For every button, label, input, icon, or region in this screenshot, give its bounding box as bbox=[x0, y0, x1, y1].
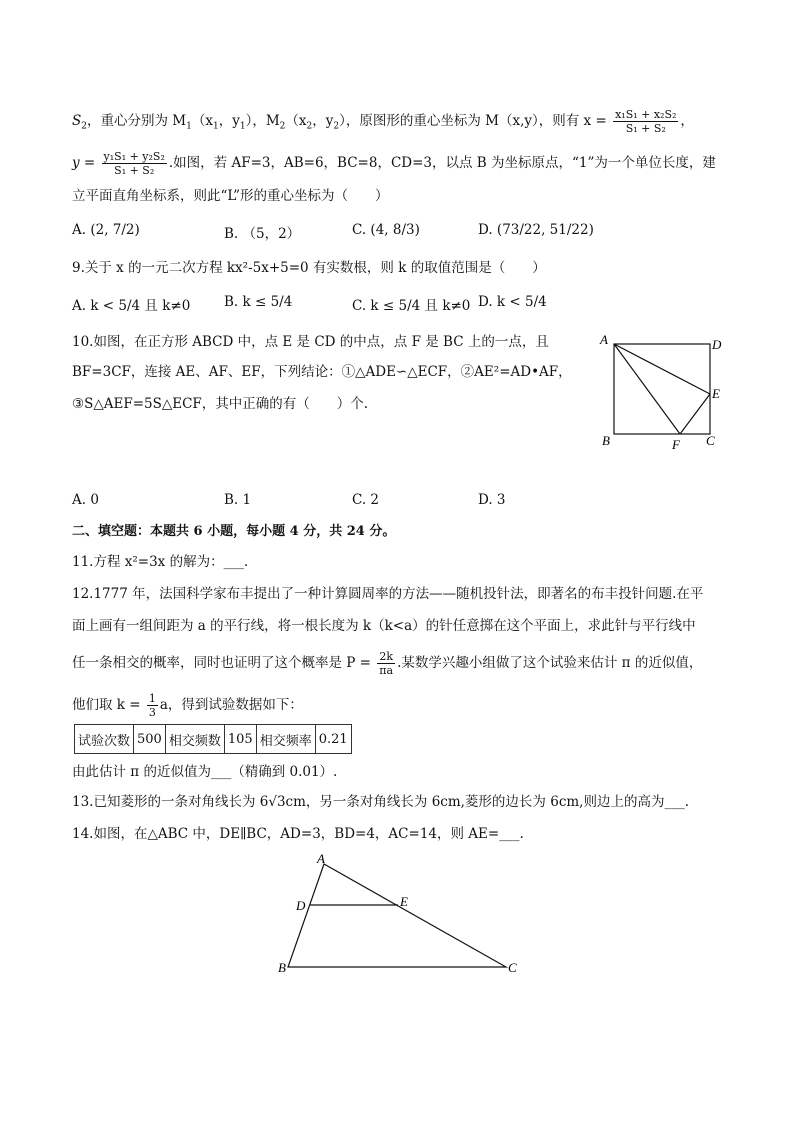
q8-line-3: 立平面直角坐标系，则此“L”形的重心坐标为（ ） bbox=[72, 188, 389, 204]
label-e: E bbox=[712, 386, 720, 401]
q10-line-1: 10.如图，在正方形 ABCD 中，点 E 是 CD 的中点，点 F 是 BC 上的一点，且 bbox=[72, 334, 549, 350]
q9-option-d: D. k < 5/4 bbox=[478, 294, 547, 310]
q8-text: ， bbox=[680, 113, 694, 129]
fraction-numerator: 2k bbox=[377, 650, 395, 664]
q8-text: ，y bbox=[312, 113, 334, 129]
fraction-numerator: y₁S₁ + y₂S₂ bbox=[103, 150, 165, 163]
q10-square-figure bbox=[596, 332, 726, 456]
label-c: C bbox=[508, 960, 517, 975]
fraction-numerator: x₁S₁ + x₂S₂ bbox=[615, 108, 677, 121]
square-abcd bbox=[614, 344, 710, 434]
q12-text: a，得到试验数据如下： bbox=[159, 697, 303, 713]
q9-option-b: B. k ≤ 5/4 bbox=[224, 294, 293, 310]
q10-option-a: A. 0 bbox=[72, 492, 99, 508]
label-f: F bbox=[672, 437, 680, 452]
label-d: D bbox=[296, 898, 306, 913]
fraction-denominator: S₁ + S₂ bbox=[114, 164, 155, 177]
q10-option-d: D. 3 bbox=[478, 492, 506, 508]
q8-text: .如图，若 AF=3，AB=6，BC=8，CD=3，以点 B 为坐标原点，“1”为一个单位长度，建 bbox=[168, 155, 716, 171]
q8-text: （x bbox=[285, 113, 307, 129]
q12-line-4 bbox=[72, 692, 722, 719]
q14-triangle-figure bbox=[270, 850, 530, 980]
q12-line-5: 由此估计 π 的近似值为___（精确到 0.01）. bbox=[72, 764, 338, 780]
segment-ae bbox=[614, 344, 710, 394]
q10-option-c: C. 2 bbox=[352, 492, 380, 508]
q8-line-2 bbox=[72, 150, 722, 177]
q8-text: ，重心分别为 M bbox=[86, 113, 187, 129]
q12-text: .某数学兴趣小组做了这个试验来估计 π 的近似值， bbox=[397, 655, 703, 671]
table-row bbox=[75, 725, 352, 754]
q12-p-fraction bbox=[377, 650, 395, 677]
q8-y-fraction bbox=[102, 150, 167, 177]
fraction-denominator: 3 bbox=[148, 706, 156, 719]
table-cell: 500 bbox=[134, 725, 166, 754]
label-d: D bbox=[712, 337, 722, 352]
table-cell: 相交频率 bbox=[256, 725, 315, 754]
q8-option-d: D. (73/22, 51/22) bbox=[478, 222, 594, 238]
q12-line-2: 面上画有一组间距为 a 的平行线，将一根长度为 k（k<a）的针任意掷在这个平面上，求此针与平行线中 bbox=[72, 618, 696, 634]
q12-text: 任一条相交的概率，同时也证明了这个概率是 P = bbox=[72, 655, 371, 671]
q8-text: （x bbox=[191, 113, 213, 129]
label-b: B bbox=[278, 960, 286, 975]
fraction-denominator: πa bbox=[379, 664, 394, 677]
q14-stem: 14.如图，在△ABC 中，DE∥BC，AD=3，BD=4，AC=14，则 AE=___. bbox=[72, 826, 524, 842]
q8-text: ，y bbox=[218, 113, 240, 129]
fraction-denominator: S₁ + S₂ bbox=[625, 122, 666, 135]
label-b: B bbox=[602, 433, 610, 448]
q8-text: y = bbox=[72, 155, 96, 171]
q9-option-c: C. k ≤ 5/4 且 k≠0 bbox=[352, 298, 471, 314]
q12-line-1: 12.1777 年，法国科学家布丰提出了一种计算圆周率的方法——随机投针法，即著名的布丰投针问题.在平 bbox=[72, 586, 704, 602]
q12-text: 他们取 k = bbox=[72, 697, 141, 713]
q12-k-fraction bbox=[147, 692, 158, 719]
q8-x-fraction bbox=[613, 108, 678, 135]
q8-text: ），原图形的重心坐标为 M（x,y），则有 x = bbox=[339, 113, 607, 129]
q8-option-c: C. (4, 8/3) bbox=[352, 222, 420, 238]
table-cell: 相交频数 bbox=[165, 725, 224, 754]
label-c: C bbox=[706, 433, 715, 448]
table-cell: 105 bbox=[224, 725, 256, 754]
triangle-abc bbox=[288, 864, 506, 967]
q9-option-a: A. k < 5/4 且 k≠0 bbox=[72, 298, 191, 314]
segment-af bbox=[614, 344, 680, 434]
q10-option-b: B. 1 bbox=[224, 492, 252, 508]
table-cell: 0.21 bbox=[315, 725, 351, 754]
label-a: A bbox=[317, 851, 325, 866]
trial-data-table bbox=[74, 724, 352, 754]
segment-ef bbox=[680, 394, 710, 434]
q8-text: S bbox=[72, 113, 82, 129]
q11-stem: 11.方程 x²=3x 的解为：___. bbox=[72, 554, 249, 570]
q13-stem: 13.已知菱形的一条对角线长为 6√3cm，另一条对角线长为 6cm,菱形的边长为 6cm,则边上的高为___. bbox=[72, 794, 690, 810]
q12-line-3 bbox=[72, 650, 722, 677]
q8-option-b: B. （5，2） bbox=[224, 226, 301, 242]
table-cell: 试验次数 bbox=[75, 725, 134, 754]
label-a: A bbox=[600, 332, 608, 347]
q10-line-2: BF=3CF，连接 AE、AF、EF，下列结论：①△ADE∽△ECF，②AE²=AD•AF， bbox=[72, 364, 572, 380]
q9-stem: 9.关于 x 的一元二次方程 kx²-5x+5=0 有实数根，则 k 的取值范围是（ ） bbox=[72, 260, 546, 276]
q8-option-a: A. (2, 7/2) bbox=[72, 222, 140, 238]
fraction-numerator: 1 bbox=[148, 692, 156, 705]
section-heading: 二、填空题：本题共 6 小题，每小题 4 分，共 24 分。 bbox=[72, 524, 396, 539]
q8-text: ），M bbox=[245, 113, 280, 129]
label-e: E bbox=[400, 894, 408, 909]
q10-line-3: ③S△AEF=5S△ECF，其中正确的有（ ）个. bbox=[72, 396, 369, 412]
q8-line-1: $S_2$，重心分别为 $M_1(x_1$，$y_1$），$M_2(x_2$，$y_2$），原图形的重心坐标为 M（x,y），则有 x = $\frac{\text{x₁S₁ + x₂S₂}}{\text{S₁ + S₂}}$ ， bbox=[72, 108, 694, 135]
